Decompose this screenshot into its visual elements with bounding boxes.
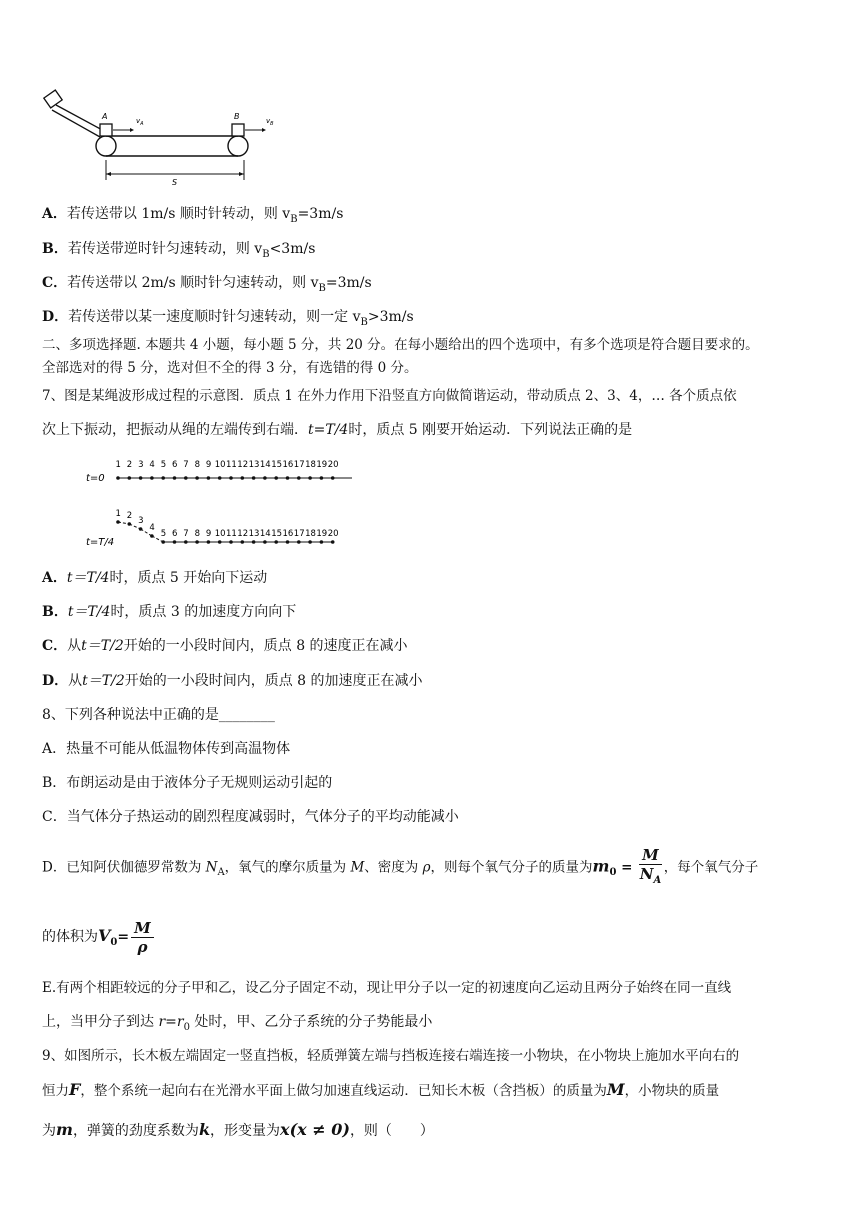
block-a (100, 124, 112, 136)
rope-label-t0-1: 1 (115, 460, 121, 470)
q7-stem-line2: 次上下振动，把振动从绳的左端传到右端．t=T/4时，质点 5 刚要开始运动．下列说法正确的是 (42, 422, 633, 438)
rope-point-tT4-7 (184, 540, 188, 544)
rope-point-t0-13 (252, 476, 256, 480)
q6-option-b: B．若传送带逆时针匀速转动，则 $v_B<3m/s$ (42, 241, 316, 260)
rope-point-t0-6 (173, 476, 177, 480)
q7-option-b: B．t＝T/4时，质点 3 的加速度方向向下 (42, 604, 297, 620)
rope-label-tT4-12: 12 (237, 529, 249, 539)
rope-label-tT4-3: 3 (138, 516, 144, 526)
rope-point-t0-18 (308, 476, 312, 480)
rope-label-tT4-11: 11 (226, 529, 237, 539)
rope-t0-points (116, 460, 339, 480)
rope-label-tT4-7: 7 (183, 529, 189, 539)
rope-label-t0-19: 19 (316, 460, 328, 470)
rope-point-t0-1 (116, 476, 120, 480)
rope-label-tT4-10: 10 (214, 529, 226, 539)
rope-point-tT4-4 (150, 534, 154, 538)
rope-label-t0-12: 12 (237, 460, 249, 470)
rope-point-tT4-2 (128, 522, 132, 526)
rope-label-t0-5: 5 (160, 460, 167, 470)
rope-point-tT4-13 (252, 540, 256, 544)
rope-label-tT4-1: 1 (115, 509, 121, 519)
q7-option-d: D．从t＝T/2开始的一小段时间内，质点 8 的加速度正在减小 (42, 673, 423, 689)
rope-point-tT4-15 (274, 540, 278, 544)
rope-label-t0-14: 14 (259, 460, 271, 470)
rope-label-tT4-17: 17 (293, 529, 305, 539)
section2-line1: 二、多项选择题. 本题共 4 小题，每小题 5 分，共 20 分。在每小题给出的四个选项中，有多个选项是符合题目要求的。 (42, 337, 759, 353)
rope-point-t0-3 (139, 476, 143, 480)
rope-point-tT4-17 (297, 540, 301, 544)
q9-stem-line1: 9、如图所示，长木板左端固定一竖直挡板，轻质弹簧左端与挡板连接右端连接一小物块，在小物块上施加水平向右的 (42, 1048, 740, 1064)
rope-point-t0-20 (331, 476, 335, 480)
rope-label-tT4-2: 2 (126, 511, 133, 521)
rope-point-tT4-5 (161, 540, 165, 544)
rope-point-t0-4 (150, 476, 154, 480)
label-s: S (172, 178, 178, 187)
rope-point-tT4-8 (195, 540, 199, 544)
m0-fraction: $\frac{M}{N_A}$ (639, 846, 662, 886)
q9-stem-line3: 为m，弹簧的劲度系数为k，形变量为x(x ≠ 0)，则（ ） (42, 1120, 434, 1139)
rope-point-tT4-1 (116, 520, 120, 524)
rope-tT4-points (116, 509, 339, 544)
q8-stem: 8、下列各种说法中正确的是________ (42, 707, 275, 723)
rope-point-t0-10 (218, 476, 222, 480)
rope-point-tT4-16 (286, 540, 290, 544)
rope-point-tT4-3 (139, 527, 143, 531)
rope-label-tT4-8: 8 (194, 529, 201, 539)
rope-point-t0-11 (229, 476, 233, 480)
ramp (44, 90, 106, 137)
rope-label-tT4-5: 5 (160, 529, 167, 539)
rope-label-t0-7: 7 (183, 460, 189, 470)
v0-fraction: $\frac{M}{\rho}$ (131, 919, 154, 956)
rope-label-t0-6: 6 (172, 460, 178, 470)
rope-label-tT4-15: 15 (271, 529, 283, 539)
label-a: A (102, 112, 108, 121)
rope-point-tT4-14 (263, 540, 267, 544)
rope-label-tT4-13: 13 (248, 529, 260, 539)
rope-label-t0-17: 17 (293, 460, 305, 470)
q7-stem-line1: 7、图是某绳波形成过程的示意图．质点 1 在外力作用下沿竖直方向做简谐运动，带动质点 2、3、4，… 各个质点依 (42, 388, 737, 404)
rope-point-t0-14 (263, 476, 267, 480)
rope-label-t0-16: 16 (282, 460, 294, 470)
q8-option-e-line1: E.有两个相距较远的分子甲和乙，设乙分子固定不动，现让甲分子以一定的初速度向乙运动且两分子始终在同一直线 (42, 980, 732, 996)
rope-label-t0-20: 20 (327, 460, 339, 470)
rope-point-t0-12 (241, 476, 245, 480)
rope-point-tT4-6 (173, 540, 177, 544)
rope-label-tT4-6: 6 (172, 529, 178, 539)
q8-option-e-line2: 上，当甲分子到达 $r=r_0$ 处时，甲、乙分子系统的分子势能最小 (42, 1014, 433, 1033)
rope-label-t0-3: 3 (138, 460, 144, 470)
rope-label-tT4-18: 18 (305, 529, 316, 539)
q8-option-b: B．布朗运动是由于液体分子无规则运动引起的 (42, 775, 333, 791)
label-tT4: t=T/4 (86, 537, 115, 548)
q6-option-c: C．若传送带以 2m/s 顺时针匀速转动，则 $v_B=3m/s$ (42, 275, 372, 294)
rope-label-t0-10: 10 (214, 460, 226, 470)
label-b: B (234, 112, 240, 121)
rope-label-t0-8: 8 (194, 460, 201, 470)
rope-point-t0-2 (128, 476, 132, 480)
rope-label-tT4-20: 20 (327, 529, 339, 539)
left-wheel (96, 136, 116, 156)
rope-label-t0-9: 9 (205, 460, 212, 470)
rope-wave-figure (84, 455, 374, 550)
q6-option-a: A．若传送带以 1m/s 顺时针转动，则 $v_B=3m/s$ (42, 206, 344, 225)
rope-label-tT4-14: 14 (259, 529, 271, 539)
rope-label-t0-18: 18 (305, 460, 316, 470)
rope-label-tT4-16: 16 (282, 529, 294, 539)
rope-label-t0-13: 13 (248, 460, 260, 470)
rope-label-t0-15: 15 (271, 460, 283, 470)
rope-point-tT4-19 (320, 540, 324, 544)
rope-point-tT4-11 (229, 540, 233, 544)
rope-point-t0-16 (286, 476, 290, 480)
rope-label-tT4-19: 19 (316, 529, 328, 539)
label-t0: t=0 (86, 473, 105, 484)
q8-option-d-line1: D．已知阿伏伽德罗常数为 $N_A$，氧气的摩尔质量为 M、密度为 ρ，则每个氧气分子的质量为$m_0$ = $\frac{M}{N_A}$ ，每个氧气分子 (42, 846, 758, 893)
q8-option-c: C．当气体分子热运动的剧烈程度减弱时，气体分子的平均动能减小 (42, 809, 459, 825)
rope-point-t0-17 (297, 476, 301, 480)
rope-label-t0-2: 2 (126, 460, 133, 470)
rope-label-t0-4: 4 (149, 460, 155, 470)
q7-option-c: C．从t＝T/2开始的一小段时间内，质点 8 的速度正在减小 (42, 638, 408, 654)
rope-point-t0-7 (184, 476, 188, 480)
label-va: $v_A$ (136, 117, 144, 127)
q8-option-a: A．热量不可能从低温物体传到高温物体 (42, 741, 291, 757)
q9-stem-line2: 恒力F，整个系统一起向右在光滑水平面上做匀加速直线运动．已知长木板（含挡板）的质量为M，小物块的质量 (42, 1080, 720, 1099)
rope-label-tT4-4: 4 (149, 523, 155, 533)
right-wheel (228, 136, 248, 156)
rope-label-tT4-9: 9 (205, 529, 212, 539)
rope-label-t0-11: 11 (226, 460, 237, 470)
rope-point-t0-19 (320, 476, 324, 480)
rope-point-t0-9 (207, 476, 211, 480)
q7-option-a: A．t＝T/4时，质点 5 开始向下运动 (42, 570, 268, 586)
rope-point-t0-8 (195, 476, 199, 480)
block-b (232, 124, 244, 136)
section2-line2: 全部选对的得 5 分，选对但不全的得 3 分，有选错的得 0 分。 (42, 360, 418, 376)
conveyor-belt-figure (40, 88, 290, 188)
q8-option-d-line2: 的体积为$V_0=$ $\frac{M}{\rho}$ (42, 916, 156, 963)
rope-point-t0-5 (161, 476, 165, 480)
rope-point-tT4-9 (207, 540, 211, 544)
q6-option-d: D．若传送带以某一速度顺时针匀速转动，则一定 $v_B>3m/s$ (42, 309, 414, 328)
rope-point-tT4-20 (331, 540, 335, 544)
rope-point-t0-15 (274, 476, 278, 480)
rope-point-tT4-18 (308, 540, 312, 544)
label-vb: $v_B$ (266, 117, 274, 127)
rope-point-tT4-10 (218, 540, 222, 544)
rope-point-tT4-12 (241, 540, 245, 544)
